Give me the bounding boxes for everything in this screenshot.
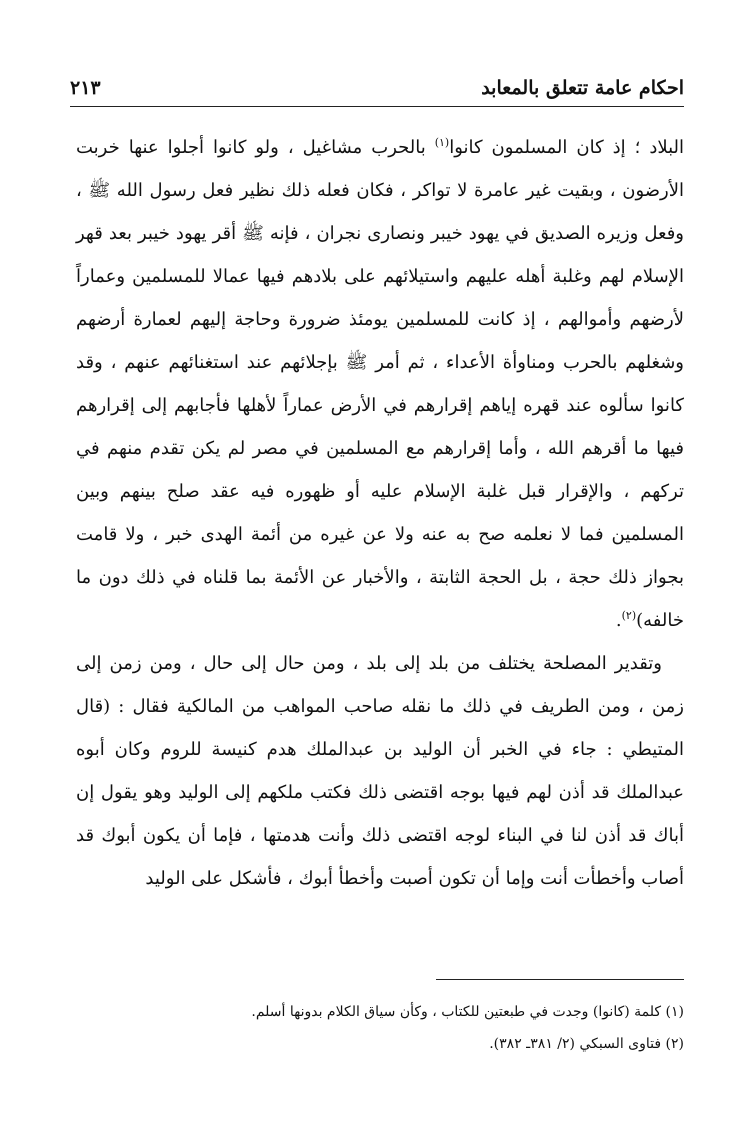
paragraph-2: وتقدير المصلحة يختلف من بلد إلى بلد ، ومن حال إلى حال ، ومن زمن إلى زمن ، ومن الطريف في ذلك ما نقله صاحب المواهب من المالكية فقال : (قال المتيطي : جاء في الخبر أن الوليد بن عبدالملك هدم كنيسة للروم وكان أبوه عبدالملك قد أذن لهم فيها بوجه اقتضى ذلك فكتب ملكهم إلى الوليد وهو يقول إن أباك قد أذن لنا في البناء لوجه اقتضى ذلك وأنت هدمتها ، فإما أن يكون أبوك قد أصاب وأخطأت أنت وإما أن تكون أصبت وأخطأ أبوك ، فأشكل على الوليد — [76, 653, 684, 889]
footnote-marker-1: (١) — [434, 136, 450, 149]
paragraph-1 — [76, 126, 684, 642]
footnotes — [76, 996, 684, 1060]
page-number: ٢١٣ — [70, 77, 101, 99]
paragraph-1-body: بالحرب مشاغيل ، ولو كانوا أجلوا عنها خربت الأرضون ، وبقيت غير عامرة لا تواكر ، فكان فعله ذلك نظير فعل رسول الله ﷺ ، وفعل وزيره الصديق في يهود خيبر ونصارى نجران ، فإنه ﷺ أقر يهود خيبر بعد قهر الإسلام لهم وغلبة أهله عليهم واستيلائهم على بلادهم فيها عمالا للمسلمين وعماراً لأرضهم وأموالهم ، إذ كانت للمسلمين يومئذ ضرورة وحاجة إليهم لعمارة أرضهم وشغلهم بالحرب ومناوأة الأعداء ، ثم أمر ﷺ بإجلائهم عند استغنائهم عنهم ، وقد كانوا سألوه عند قهره إياهم إقرارهم في الأرض عماراً لأهلها فأجابهم إلى إقرارهم فيها ما أقرهم الله ، وأما إقرارهم مع المسلمين في مصر لم يكن تقدم منهم في تركهم ، والإقرار قبل غلبة الإسلام عليه أو ظهوره فيه عقد صلح بينهم وبين المسلمين فما لا نعلمه صح به عنه ولا عن غيره من أئمة الهدى خبر ، ولا قامت بجواز ذلك حجة ، بل الحجة الثابتة ، والأخبار عن الأئمة بما قلناه في ذلك دون ما خالفه) — [76, 137, 684, 631]
paragraph-1-start: البلاد ؛ إذ كان المسلمون كانوا — [449, 137, 684, 158]
footnote-marker-2: (٢) — [621, 609, 637, 622]
header-divider — [70, 106, 684, 107]
paragraph-1-end: . — [615, 610, 622, 631]
main-text — [76, 126, 684, 900]
footnote-2: (٢) فتاوى السبكي (٢/ ٣٨١ـ ٣٨٢). — [489, 1036, 684, 1052]
footnote-divider — [436, 979, 684, 980]
running-title: احكام عامة تتعلق بالمعابد — [481, 77, 684, 99]
footnote-1: (١) كلمة (كانوا) وجدت في طبعتين للكتاب ، وكأن سياق الكلام بدونها أسلم. — [251, 1004, 684, 1020]
page-header — [70, 72, 684, 104]
